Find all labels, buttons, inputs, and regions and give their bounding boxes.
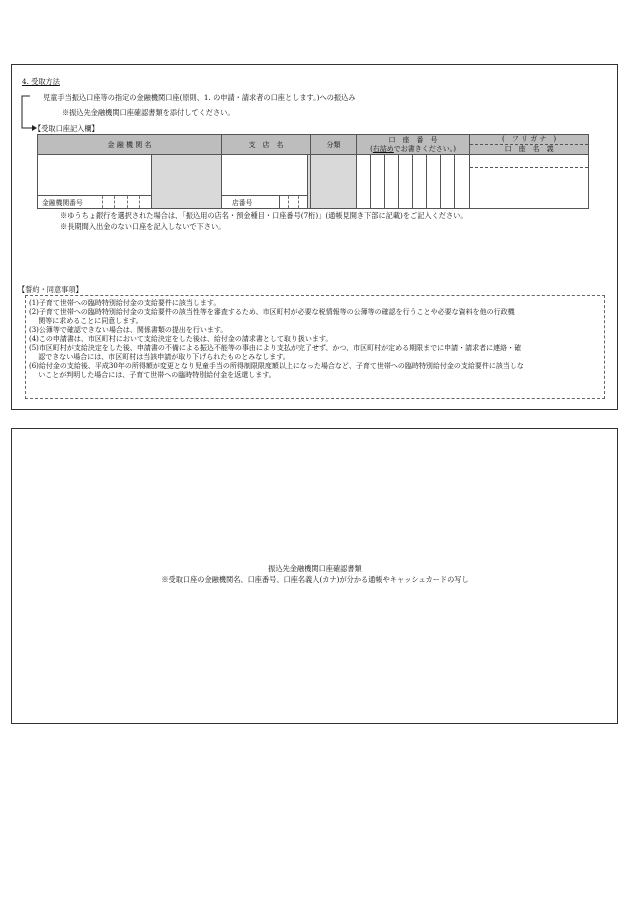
account-digit-3[interactable] <box>385 155 399 209</box>
account-digit-7[interactable] <box>441 155 455 209</box>
bank-code-label: 金融機関番号 <box>42 199 83 207</box>
agreement-item-6-cont: いことが判明した場合には、子育て世帯への臨時特別給付金を返還します。 <box>29 371 276 379</box>
bank-code-digit-4[interactable] <box>139 196 151 208</box>
account-digit-5[interactable] <box>413 155 427 209</box>
furigana-label: ( フ リ ガ ナ ) <box>470 135 588 145</box>
transfer-option-text: 児童手当振込口座等の指定の金融機関口座(原則、1. の申請・請求者の口座とします。)への振込み <box>43 93 356 102</box>
agreement-item-4: (4)この申請書は、市区町村において支給決定をした後は、給付金の請求書として取り扱います。 <box>29 335 333 343</box>
bank-code-row <box>38 196 152 209</box>
furigana-input[interactable] <box>470 155 588 168</box>
header-category: 分類 <box>311 135 357 155</box>
attachment-title: 振込先金融機関口座確認書類 <box>268 564 362 573</box>
account-digit-4[interactable] <box>399 155 413 209</box>
header-account-number <box>357 135 470 155</box>
bank-type-cell <box>152 155 222 209</box>
account-digit-2[interactable] <box>371 155 385 209</box>
agreement-item-3: (3)公簿等で確認できない場合は、関係書類の提出を行います。 <box>29 326 228 334</box>
branch-code-label: 店番号 <box>222 196 280 209</box>
agreement-item-6: (6)給付金の支給後、平成30年の所得額が変更となり児童手当の所得制限限度額以上になった場合など、子育て世帯への臨時特別給付金の支給要件に該当しな <box>29 362 524 370</box>
section-title: 4. 受取方法 <box>22 77 60 86</box>
branch-name-input[interactable] <box>222 155 308 196</box>
account-digit-8[interactable] <box>455 155 470 209</box>
branch-code-digit-2[interactable] <box>289 196 298 208</box>
header-branch-name: 支 店 名 <box>222 135 311 155</box>
bank-code-digit-1[interactable] <box>102 196 114 208</box>
branch-code-digit-1[interactable] <box>280 196 289 208</box>
account-digit-1[interactable] <box>357 155 371 209</box>
category-input[interactable] <box>311 155 357 209</box>
attach-note: ※振込先金融機関口座確認書類を添付してください。 <box>62 108 235 117</box>
holder-label: 口 座 名 義 <box>504 145 554 153</box>
account-digit-6[interactable] <box>427 155 441 209</box>
agreement-item-1: (1)子育て世帯への臨時特別給付金の支給要件に該当します。 <box>29 299 221 307</box>
account-number-instruction: (右詰めでお書きください。) <box>370 144 457 153</box>
bank-name-input[interactable] <box>38 155 152 196</box>
bank-code-digit-2[interactable] <box>114 196 126 208</box>
agreement-item-2: (2)子育て世帯への臨時特別給付金の支給要件の該当性等を審査するため、市区町村が必要な税情報等の公簿等の確認を行うことや必要な資料を他の行政機 <box>29 308 515 316</box>
branch-code-row <box>280 196 308 209</box>
account-form-label: 【受取口座記入欄】 <box>34 124 99 133</box>
agreement-item-2-cont: 関等に求めることに同意します。 <box>29 317 143 325</box>
account-table <box>37 134 589 209</box>
holder-input[interactable] <box>470 155 589 209</box>
branch-code-digit-3[interactable] <box>299 196 307 208</box>
agreement-item-5: (5)市区町村が支給決定をした後、申請書の不備による振込不能等の事由により支払が完了せず、かつ、市区町村が定める期限までに申請・請求者に連絡・確 <box>29 344 522 352</box>
header-holder <box>470 135 589 155</box>
agreement-item-5-cont: 認できない場合には、市区町村は当該申請が取り下げられたものとみなします。 <box>29 353 290 361</box>
account-number-title: 口 座 番 号 <box>388 135 438 144</box>
agreement-title: 【誓約・同意事項】 <box>18 285 83 294</box>
yucho-note: ※ゆうちょ銀行を選択された場合は、「振込用の店名・預金種目・口座番号(7桁)」(通帳見開き下部に記載)をご記入ください。 <box>60 211 468 220</box>
dormant-account-note: ※長期間入出金のない口座を記入しないで下さい。 <box>60 222 226 231</box>
header-bank-name: 金 融 機 関 名 <box>38 135 222 155</box>
agreement-list <box>29 299 524 380</box>
bank-code-digit-3[interactable] <box>127 196 139 208</box>
attachment-note: ※受取口座の金融機関名、口座番号、口座名義人(カナ)が分かる通帳やキャッシュカードの写し <box>161 575 469 584</box>
